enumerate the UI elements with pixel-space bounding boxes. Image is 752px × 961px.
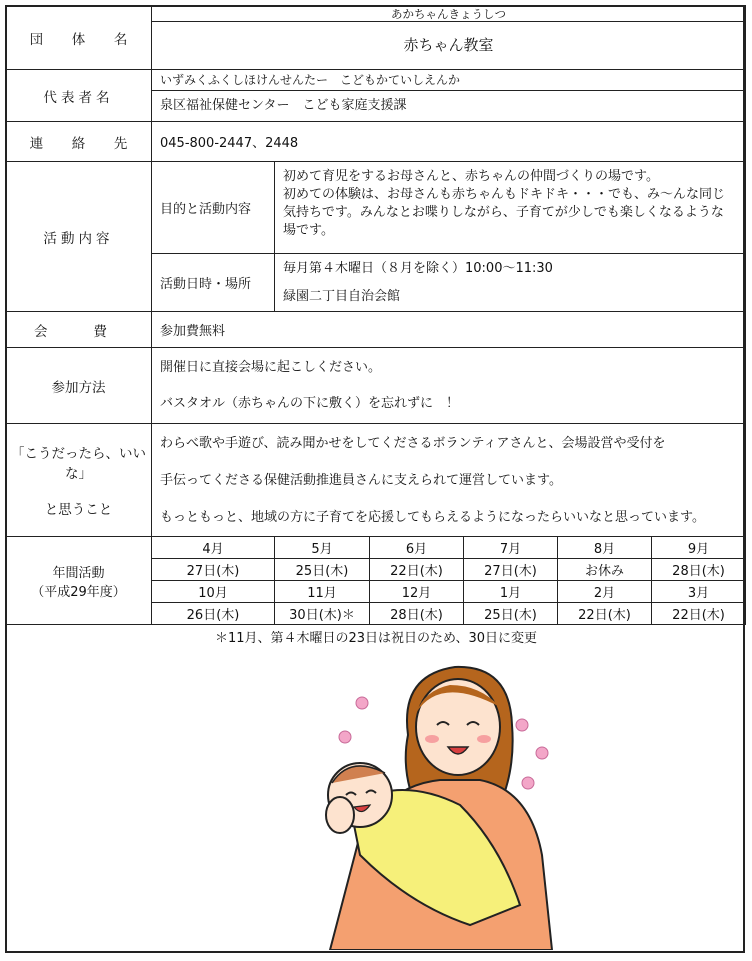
contact-label: 連 絡 先 — [6, 122, 152, 162]
month-cell: 3月 — [652, 581, 746, 603]
date-cell: 27日(木) — [152, 559, 275, 581]
date-cell: 25日(木) — [275, 559, 370, 581]
purpose-label: 目的と活動内容 — [152, 162, 275, 254]
month-cell: 11月 — [275, 581, 370, 603]
schedule-footnote: ＊11月、第４木曜日の23日は祝日のため、30日に変更 — [214, 631, 538, 646]
group-name-label: 団 体 名 — [6, 6, 152, 70]
month-cell: 10月 — [152, 581, 275, 603]
month-cell: 8月 — [558, 537, 652, 559]
date-cell: 30日(木)＊ — [275, 603, 370, 625]
fee-label: 会 費 — [6, 312, 152, 348]
month-cell: 5月 — [275, 537, 370, 559]
schedule-label: 活動日時・場所 — [152, 254, 275, 312]
purpose-text: 初めて育児をするお母さんと、赤ちゃんの仲間づくりの場です。 初めての体験は、お母さんも赤ちゃんもドキドキ・・・でも、み～んな同じ 気持ちです。みんなとお喋りしながら、子育てが少しでも楽しくなるような 場です。 — [275, 162, 746, 254]
schedule-place: 緑園二丁目自治会館 — [283, 288, 401, 304]
schedule-time: 毎月第４木曜日（８月を除く）10:00～11:30 — [283, 260, 553, 276]
date-cell: 25日(木) — [464, 603, 558, 625]
representative-name: 泉区福祉保健センター こども家庭支援課 — [160, 98, 407, 113]
date-cell: お休み — [558, 559, 652, 581]
month-cell: 6月 — [370, 537, 464, 559]
group-name: 赤ちゃん教室 — [403, 36, 494, 54]
group-name-cell — [152, 6, 746, 70]
date-cell: 22日(木) — [558, 603, 652, 625]
date-cell: 28日(木) — [652, 559, 746, 581]
schedule-text — [275, 254, 746, 312]
join-text: 開催日に直接会場に起こしください。 バスタオル（赤ちゃんの下に敷く）を忘れずに ！ — [152, 348, 746, 424]
date-cell: 28日(木) — [370, 603, 464, 625]
month-cell: 2月 — [558, 581, 652, 603]
month-cell: 7月 — [464, 537, 558, 559]
group-name-reading: あかちゃんきょうしつ — [391, 7, 507, 21]
representative-reading: いずみくふくしほけんせんたー こどもかていしえんか — [160, 73, 461, 87]
group-info-table — [5, 5, 746, 625]
annual-label: 年間活動 （平成29年度） — [6, 537, 152, 625]
fee-value: 参加費無料 — [152, 312, 746, 348]
mother-baby-illustration — [290, 655, 560, 950]
wish-text: わらべ歌や手遊び、読み聞かせをしてくださるボランティアさんと、会場設営や受付を 手伝ってくださる保健活動推進員さんに支えられて運営しています。 もっともっと、地域の方に子育てを応援してもらえるようになったらいいなと思っています。 — [152, 424, 746, 537]
date-cell: 26日(木) — [152, 603, 275, 625]
month-cell: 1月 — [464, 581, 558, 603]
month-cell: 9月 — [652, 537, 746, 559]
month-cell: 4月 — [152, 537, 275, 559]
date-cell: 22日(木) — [370, 559, 464, 581]
contact-value: 045-800-2447、2448 — [152, 122, 746, 162]
date-cell: 22日(木) — [652, 603, 746, 625]
wish-label: 「こうだったら、いいな」 と思うこと — [6, 424, 152, 537]
activity-label: 活動内容 — [6, 162, 152, 312]
month-cell: 12月 — [370, 581, 464, 603]
join-label: 参加方法 — [6, 348, 152, 424]
date-cell: 27日(木) — [464, 559, 558, 581]
representative-cell — [152, 70, 746, 122]
representative-label: 代表者名 — [6, 70, 152, 122]
